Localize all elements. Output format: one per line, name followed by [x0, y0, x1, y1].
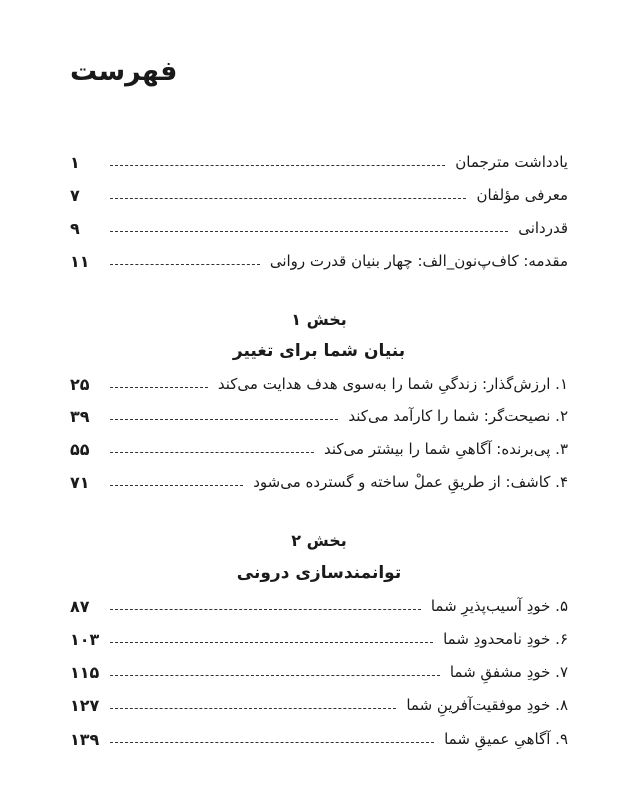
- toc-entry-label: قدردانی: [518, 219, 568, 237]
- toc-page-number: ۹: [70, 218, 80, 238]
- dot-leader: [110, 675, 440, 676]
- toc-entry-chapter-3[interactable]: [70, 436, 568, 462]
- toc-page-number: ۷۱: [70, 472, 90, 492]
- toc-entry-label: ۴. کاشف: از طریقِ عملْ ساخته و گسترده می‌شود: [253, 473, 568, 491]
- toc-entry-chapter-5[interactable]: [70, 593, 568, 619]
- dot-leader: [110, 231, 508, 232]
- toc-page-number: ۱: [70, 152, 80, 172]
- toc-entry-label: ۵. خودِ آسیب‌پذیرِ شما: [430, 597, 568, 615]
- toc-page-number: ۱۱۵: [70, 662, 100, 682]
- dot-leader: [110, 485, 243, 486]
- toc-entry-chapter-8[interactable]: [70, 692, 568, 718]
- toc-page-number: ۱۳۹: [70, 729, 100, 749]
- toc-entry-chapter-6[interactable]: [70, 626, 568, 652]
- toc-page-number: ۸۷: [70, 596, 90, 616]
- toc-entry-acknowledgements[interactable]: [70, 215, 568, 241]
- toc-entry-chapter-1[interactable]: [70, 371, 568, 397]
- toc-page-number: ۲۵: [70, 374, 90, 394]
- part2-heading: بخش ۲: [291, 531, 347, 550]
- toc-page-number: ۷: [70, 185, 80, 205]
- dot-leader: [110, 387, 208, 388]
- dot-leader: [110, 642, 433, 643]
- page-title: فهرست: [70, 56, 178, 87]
- toc-entry-label: یادداشت مترجمان: [455, 153, 568, 171]
- toc-entry-translators-note[interactable]: [70, 149, 568, 175]
- toc-entry-introduction[interactable]: [70, 248, 568, 274]
- dot-leader: [110, 165, 445, 166]
- toc-page-number: ۱۲۷: [70, 695, 100, 715]
- dot-leader: [110, 708, 396, 709]
- dot-leader: [110, 198, 466, 199]
- dot-leader: [110, 452, 314, 453]
- toc-page-number: ۵۵: [70, 439, 90, 459]
- toc-entry-chapter-2[interactable]: [70, 403, 568, 429]
- part1-subtitle: بنیان شما برای تغییر: [232, 341, 406, 361]
- dot-leader: [110, 419, 338, 420]
- toc-entry-label: ۱. ارزش‌گذار: زندگیِ شما را به‌سوی هدف هدایت می‌کند: [217, 375, 568, 393]
- toc-entry-label: مقدمه: کاف‌پ‌نون_الف: چهار بنیان قدرت روانی: [269, 252, 568, 270]
- toc-page-number: ۳۹: [70, 406, 90, 426]
- toc-page-number: ۱۱: [70, 251, 90, 271]
- toc-entry-label: ۶. خودِ نامحدودِ شما: [443, 630, 568, 648]
- toc-entry-chapter-4[interactable]: [70, 469, 568, 495]
- toc-entry-chapter-7[interactable]: [70, 659, 568, 685]
- toc-entry-chapter-9[interactable]: [70, 726, 568, 752]
- toc-entry-label: ۳. پی‌برنده: آگاهیِ شما را بیشتر می‌کند: [323, 440, 568, 458]
- toc-entry-label: ۲. نصیحت‌گر: شما را کارآمد می‌کند: [348, 407, 568, 425]
- toc-entry-authors[interactable]: [70, 182, 568, 208]
- part1-heading: بخش ۱: [291, 310, 347, 329]
- dot-leader: [110, 742, 434, 743]
- toc-entry-label: ۸. خودِ موفقیت‌آفرینِ شما: [406, 696, 568, 714]
- dot-leader: [110, 609, 421, 610]
- toc-entry-label: معرفی مؤلفان: [476, 186, 568, 204]
- toc-entry-label: ۷. خودِ مشفقِ شما: [449, 663, 568, 681]
- dot-leader: [110, 264, 260, 265]
- toc-entry-label: ۹. آگاهیِ عمیقِ شما: [444, 730, 568, 748]
- part2-subtitle: توانمندسازی درونی: [236, 563, 402, 583]
- toc-page-number: ۱۰۳: [70, 629, 100, 649]
